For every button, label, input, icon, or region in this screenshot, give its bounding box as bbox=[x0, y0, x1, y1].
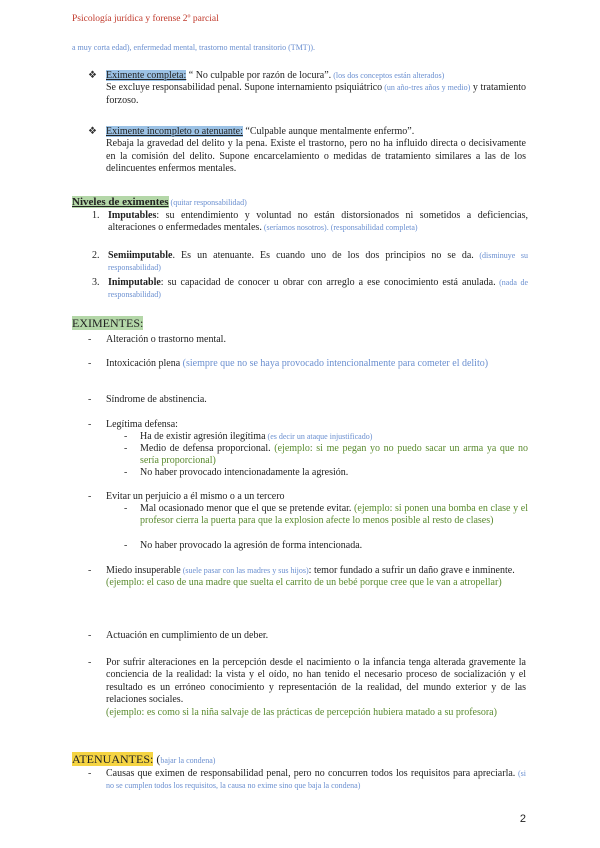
item-text: Síndrome de abstinencia. bbox=[106, 394, 207, 405]
dash-bullet: - bbox=[88, 358, 92, 369]
eximente-completa bbox=[88, 70, 526, 107]
continuation-text: a muy corta edad), enfermedad mental, trastorno mental transitorio (TMT)). bbox=[72, 43, 316, 52]
list-item bbox=[88, 394, 526, 406]
item-text: Miedo insuperable bbox=[106, 565, 181, 576]
quote: “Culpable aunque mentalmente enfermo”. bbox=[242, 126, 415, 137]
list-item bbox=[88, 419, 526, 431]
item-text: Evitar un perjuicio a él mismo o a un tercero bbox=[106, 491, 285, 502]
eximente-incompleto bbox=[88, 126, 526, 176]
item-term: Inimputable bbox=[108, 277, 161, 288]
nivel-item bbox=[92, 250, 529, 275]
item-example: (ejemplo: si me pegan yo no puedo sacar un arma ya que no sería proporcional) bbox=[140, 443, 529, 467]
item-text: Legítima defensa: bbox=[106, 419, 178, 430]
item-text: No haber provocado intencionadamente la agresión. bbox=[140, 467, 349, 478]
dash-bullet: - bbox=[124, 503, 128, 514]
body-text: y tratamiento forzoso. bbox=[106, 82, 526, 106]
item-text: Por sufrir alteraciones en la percepción desde el nacimiento o la infancia tenga alterada gravemente la conciencia de la realidad: la vista y el oído, no han tenido el necesario proceso de socialización y el resultado es un erróneo conocimiento y representación de la realidad, del mundo exterior y de las relaciones sociales. bbox=[106, 657, 526, 706]
list-item bbox=[88, 768, 526, 793]
heading-text: ATENUANTES: bbox=[72, 752, 154, 766]
diamond-bullet-icon: ❖ bbox=[88, 70, 97, 81]
item-number: 3. bbox=[92, 277, 100, 288]
item-term: Semiimputable bbox=[108, 250, 173, 261]
nivel-item bbox=[92, 210, 528, 235]
item-note: (nada de responsabilidad) bbox=[108, 278, 528, 300]
nivel-item bbox=[92, 277, 528, 302]
atenuantes-heading bbox=[72, 752, 215, 767]
dash-bullet: - bbox=[88, 419, 92, 430]
dash-bullet: - bbox=[88, 394, 92, 405]
dash-bullet: - bbox=[88, 565, 92, 576]
term-label: Eximente incompleto o atenuante: bbox=[106, 126, 243, 137]
body-text: Rebaja la gravedad del delito y la pena. Existe el trastorno, pero no ha influido directa o decisivamente en la comisión del delito. Supone encarcelamiento o medidas de tratamiento similares a las de los delincuentes enfermos mentales. bbox=[106, 138, 526, 175]
item-note: (es decir un ataque injustificado) bbox=[265, 432, 373, 441]
sub-item bbox=[124, 540, 528, 552]
heading-text: EXIMENTES: bbox=[72, 316, 144, 330]
list-item bbox=[88, 334, 526, 346]
dash-bullet: - bbox=[88, 630, 92, 641]
list-item bbox=[88, 657, 526, 719]
term-label: Eximente completa: bbox=[106, 70, 187, 81]
item-example: (ejemplo: es como si la niña salvaje de las prácticas de percepción hubiera matado a su profesora) bbox=[106, 706, 497, 718]
item-text: No haber provocado la agresión de forma intencionada. bbox=[140, 540, 363, 551]
item-text: : su capacidad de conocer u obrar con arreglo a ese conocimiento está anulada. bbox=[160, 277, 496, 288]
heading-note: (quitar responsabilidad) bbox=[168, 198, 247, 207]
dash-bullet: - bbox=[88, 334, 92, 345]
item-text: Alteración o trastorno mental. bbox=[106, 334, 226, 345]
sub-item bbox=[124, 503, 528, 528]
item-number: 1. bbox=[92, 210, 100, 221]
dash-bullet: - bbox=[88, 657, 92, 668]
dash-bullet: - bbox=[88, 768, 92, 779]
item-term: Imputables bbox=[108, 210, 157, 221]
item-text: : su entendimiento y voluntad no están distorsionados ni sometidos a deficiencias, alteraciones o enfermedades mentales. bbox=[108, 210, 528, 234]
list-item bbox=[88, 358, 526, 370]
item-text: Intoxicación plena bbox=[106, 358, 181, 369]
dash-bullet: - bbox=[88, 491, 92, 502]
heading-paren: ( bbox=[153, 752, 161, 766]
sub-item bbox=[124, 431, 528, 443]
page-number: 2 bbox=[519, 813, 526, 825]
sub-item bbox=[124, 443, 529, 468]
item-note: (seríamos nosotros). (responsabilidad completa) bbox=[261, 223, 418, 233]
item-note: (suele pasar con las madres y sus hijos) bbox=[180, 566, 309, 575]
item-text: Ha de existir agresión ilegítima bbox=[140, 431, 266, 442]
item-example: (ejemplo: el caso de una madre que suelta el carrito de un bebé porque cree que le van a atropellar) bbox=[106, 577, 502, 589]
item-text: . Es un atenuante. Es cuando uno de los dos principios no se da. bbox=[172, 250, 474, 261]
list-item bbox=[88, 491, 526, 503]
eximentes-heading bbox=[72, 316, 143, 331]
dash-bullet: - bbox=[124, 431, 128, 442]
dash-bullet: - bbox=[124, 540, 128, 551]
note: (los dos conceptos están alterados) bbox=[331, 71, 445, 80]
note: (un año-tres años y medio) bbox=[382, 83, 471, 93]
list-item bbox=[88, 630, 526, 642]
heading-text: Niveles de eximentes bbox=[72, 196, 169, 208]
item-number: 2. bbox=[92, 250, 100, 261]
item-text: Causas que eximen de responsabilidad penal, pero no concurren todos los requisitos para apreciarla. bbox=[106, 768, 516, 779]
item-text: Actuación en cumplimiento de un deber. bbox=[106, 630, 269, 641]
dash-bullet: - bbox=[124, 467, 128, 478]
body-text: Se excluye responsabilidad penal. Supone internamiento psiquiátrico bbox=[106, 82, 383, 94]
dash-bullet: - bbox=[124, 443, 128, 454]
diamond-bullet-icon: ❖ bbox=[88, 126, 97, 137]
heading-note: bajar la condena) bbox=[160, 756, 216, 765]
item-text: Mal ocasionado menor que el que se pretende evitar. bbox=[140, 503, 352, 514]
item-note: (disminuye su responsabilidad) bbox=[108, 251, 529, 273]
item-text: : temor fundado a sufrir un daño grave e inminente. bbox=[308, 565, 515, 576]
item-note: (siempre que no se haya provocado intencionalmente para cometer el delito) bbox=[180, 358, 489, 369]
quote: “ No culpable por razón de locura”. bbox=[186, 70, 332, 81]
item-note: (si no se cumplen todos los requisitos, la causa no exime sino que baja la condena) bbox=[106, 769, 526, 791]
niveles-heading bbox=[72, 196, 247, 208]
item-example: (ejemplo: si ponen una bomba en clase y el profesor cierra la puerta para que la explosion afecte lo menos posible al resto de clases) bbox=[140, 503, 528, 527]
document-header: Psicología jurídica y forense 2º parcial bbox=[72, 14, 219, 24]
list-item bbox=[88, 565, 526, 590]
item-text: Medio de defensa proporcional. bbox=[140, 443, 271, 454]
sub-item bbox=[124, 467, 528, 479]
